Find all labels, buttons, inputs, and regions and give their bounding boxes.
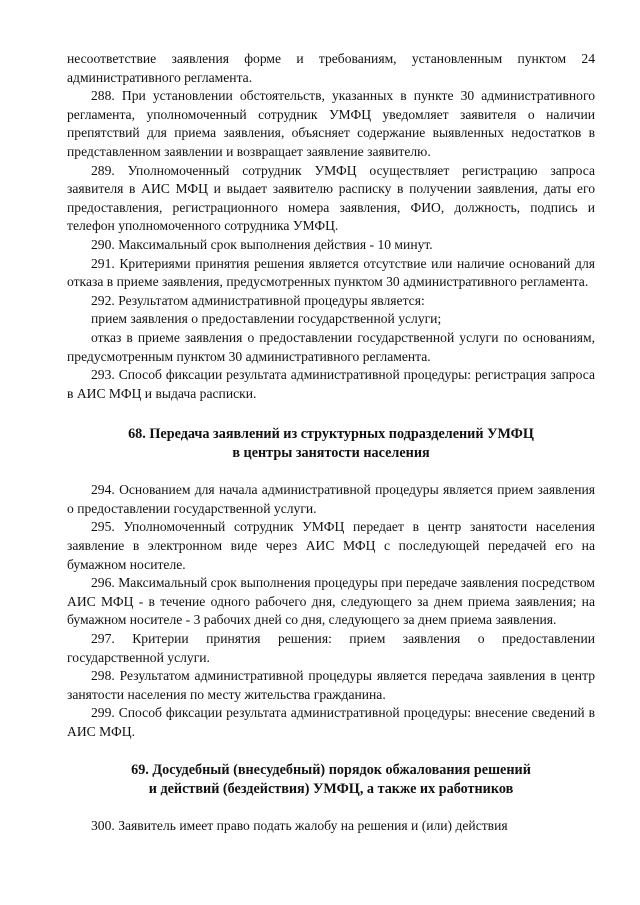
section-68-body xyxy=(67,481,595,741)
document-page xyxy=(67,50,595,835)
section-68-heading xyxy=(67,425,595,463)
section-69-title-line-1: 69. Досудебный (внесудебный) порядок обжалования решений xyxy=(131,761,531,778)
paragraph-296: 296. Максимальный срок выполнения процедуры при передаче заявления посредством АИС МФЦ - в течение одного рабочего дня, следующего за днем приема заявления; на бумажном носителе - 3 рабочих дней со дня, следующего за днем приема заявления. xyxy=(67,575,595,628)
paragraph-292: 292. Результатом административной процедуры является: xyxy=(91,292,425,308)
paragraph-295: 295. Уполномоченный сотрудник УМФЦ передает в центр занятости населения заявление в электронном виде через АИС МФЦ с последующей передачей его на бумажном носителе. xyxy=(67,519,595,572)
paragraph-288: 288. При установлении обстоятельств, указанных в пункте 30 административного регламента, уполномоченный сотрудник УМФЦ уведомляет заявителя о наличии препятствий для приема заявления, объясняет содержание выявленных недостатков в представленном заявлении и возвращает заявление заявителю. xyxy=(67,88,595,159)
paragraph-298: 298. Результатом административной процедуры является передача заявления в центр занятости населения по месту жительства гражданина. xyxy=(67,668,595,702)
paragraph-299: 299. Способ фиксации результата административной процедуры: внесение сведений в АИС МФЦ. xyxy=(67,705,595,739)
section-68-title-line-2: в центры занятости населения xyxy=(232,445,430,462)
section-68-title-line-1: 68. Передача заявлений из структурных подразделений УМФЦ xyxy=(128,426,534,443)
section-69-title-line-2: и действий (бездействия) УМФЦ, а также их работников xyxy=(148,780,514,797)
paragraph-292-item-2: отказ в приеме заявления о предоставлении государственной услуги по основаниям, предусмотренным пунктом 30 административного регламента. xyxy=(67,329,595,364)
paragraph-289: 289. Уполномоченный сотрудник УМФЦ осуществляет регистрацию запроса заявителя в АИС МФЦ и выдает заявителю расписку в получении заявления, даты его предоставления, регистрационного номера заявления, ФИО, должность, подпись и телефон уполномоченного сотрудника УМФЦ. xyxy=(67,162,595,234)
paragraph-intro: несоответствие заявления форме и требованиям, установленным пунктом 24 административного регламента. xyxy=(67,51,595,85)
paragraph-292-item-1: прием заявления о предоставлении государственной услуги; xyxy=(91,311,442,327)
paragraph-300: 300. Заявитель имеет право подать жалобу на решения и (или) действия xyxy=(91,817,508,833)
section-69-heading xyxy=(67,761,595,799)
paragraph-293: 293. Способ фиксации результата административной процедуры: регистрация запроса в АИС МФЦ и выдача расписки. xyxy=(67,367,595,401)
paragraph-297: 297. Критерии принятия решения: прием заявления о предоставлении государственной услуги. xyxy=(67,631,595,665)
paragraph-294: 294. Основанием для начала административной процедуры является прием заявления о предоставлении государственной услуги. xyxy=(67,482,595,516)
section-69-body xyxy=(67,817,595,836)
paragraph-291: 291. Критериями принятия решения является отсутствие или наличие оснований для отказа в приеме заявления, предусмотренных пунктом 30 административного регламента. xyxy=(67,255,595,290)
paragraph-290: 290. Максимальный срок выполнения действия - 10 минут. xyxy=(91,236,433,252)
